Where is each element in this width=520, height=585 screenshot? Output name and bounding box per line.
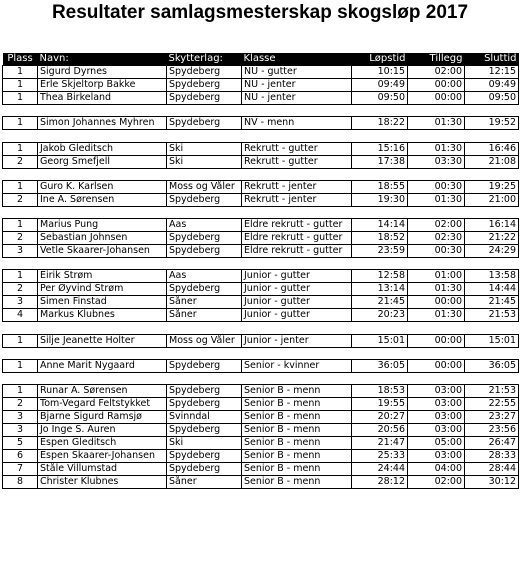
- cell-lopstid: 09:49: [352, 79, 408, 92]
- table-row: [3, 359, 519, 372]
- cell-skytterlag: Aas: [167, 219, 242, 232]
- cell-klasse: Junior - gutter: [242, 296, 352, 309]
- cell-skytterlag: Svinndal: [167, 411, 242, 424]
- cell-tillegg: 03:00: [408, 398, 465, 411]
- cell-sluttid: 21:53: [465, 385, 519, 398]
- table-row: [3, 334, 519, 347]
- cell-klasse: Junior - gutter: [242, 270, 352, 283]
- cell-sluttid: 21:00: [465, 193, 519, 206]
- spacer-cell: [3, 206, 519, 218]
- cell-skytterlag: Ski: [167, 437, 242, 450]
- cell-lopstid: 36:05: [352, 359, 408, 372]
- table-row: [3, 66, 519, 79]
- cell-sluttid: 23:27: [465, 411, 519, 424]
- page-title: Resultater samlagsmesterskap skogsløp 2017: [51, 2, 469, 23]
- cell-klasse: Eldre rekrutt - gutter: [242, 219, 352, 232]
- cell-navn: Vetle Skaarer-Johansen: [38, 245, 167, 258]
- cell-tillegg: 00:00: [408, 92, 465, 105]
- cell-sluttid: 22:55: [465, 398, 519, 411]
- cell-skytterlag: Spydeberg: [167, 398, 242, 411]
- cell-lopstid: 14:14: [352, 219, 408, 232]
- cell-navn: Sigurd Dyrnes: [38, 66, 167, 79]
- group-spacer: [3, 322, 519, 334]
- table-row: [3, 424, 519, 437]
- cell-klasse: Senior - kvinner: [242, 359, 352, 372]
- group-spacer: [3, 347, 519, 359]
- cell-navn: Jakob Gleditsch: [38, 142, 167, 155]
- table-row: [3, 309, 519, 322]
- cell-navn: Per Øyvind Strøm: [38, 283, 167, 296]
- cell-sluttid: 26:47: [465, 437, 519, 450]
- table-row: [3, 283, 519, 296]
- table-row: [3, 245, 519, 258]
- cell-sluttid: 19:52: [465, 117, 519, 130]
- cell-tillegg: 03:00: [408, 450, 465, 463]
- cell-skytterlag: Moss og Våler: [167, 334, 242, 347]
- cell-plass: 1: [3, 270, 38, 283]
- cell-navn: Bjarne Sigurd Ramsjø: [38, 411, 167, 424]
- cell-skytterlag: Ski: [167, 142, 242, 155]
- spacer-cell: [3, 372, 519, 384]
- cell-lopstid: 10:15: [352, 66, 408, 79]
- cell-tillegg: 00:30: [408, 180, 465, 193]
- table-row: [3, 270, 519, 283]
- cell-skytterlag: Spydeberg: [167, 117, 242, 130]
- cell-plass: 2: [3, 398, 38, 411]
- cell-tillegg: 01:30: [408, 193, 465, 206]
- cell-navn: Espen Gleditsch: [38, 437, 167, 450]
- cell-navn: Georg Smefjell: [38, 155, 167, 168]
- cell-navn: Silje Jeanette Holter: [38, 334, 167, 347]
- cell-plass: 2: [3, 193, 38, 206]
- spacer-cell: [3, 130, 519, 142]
- table-row: [3, 296, 519, 309]
- cell-lopstid: 21:45: [352, 296, 408, 309]
- cell-sluttid: 28:33: [465, 450, 519, 463]
- cell-sluttid: 21:08: [465, 155, 519, 168]
- cell-navn: Markus Klubnes: [38, 309, 167, 322]
- table-row: [3, 463, 519, 476]
- cell-plass: 1: [3, 117, 38, 130]
- spacer-cell: [3, 105, 519, 117]
- cell-lopstid: 15:16: [352, 142, 408, 155]
- cell-klasse: Rekrutt - gutter: [242, 155, 352, 168]
- spacer-cell: [3, 258, 519, 270]
- cell-plass: 1: [3, 66, 38, 79]
- cell-navn: Marius Pung: [38, 219, 167, 232]
- cell-sluttid: 30:12: [465, 476, 519, 489]
- table-row: [3, 398, 519, 411]
- cell-skytterlag: Spydeberg: [167, 424, 242, 437]
- cell-sluttid: 21:22: [465, 232, 519, 245]
- table-row: [3, 411, 519, 424]
- table-header-row: [3, 53, 519, 66]
- cell-tillegg: 02:00: [408, 219, 465, 232]
- cell-navn: Erle Skjeltorp Bakke: [38, 79, 167, 92]
- table-row: [3, 476, 519, 489]
- cell-skytterlag: Spydeberg: [167, 283, 242, 296]
- cell-plass: 1: [3, 334, 38, 347]
- cell-skytterlag: Aas: [167, 270, 242, 283]
- table-row: [3, 92, 519, 105]
- cell-klasse: Senior B - menn: [242, 424, 352, 437]
- cell-sluttid: 14:44: [465, 283, 519, 296]
- cell-skytterlag: Spydeberg: [167, 385, 242, 398]
- cell-tillegg: 00:00: [408, 79, 465, 92]
- cell-plass: 1: [3, 142, 38, 155]
- cell-sluttid: 21:45: [465, 296, 519, 309]
- cell-lopstid: 12:58: [352, 270, 408, 283]
- cell-plass: 8: [3, 476, 38, 489]
- cell-skytterlag: Spydeberg: [167, 92, 242, 105]
- results-body: [3, 66, 519, 489]
- cell-klasse: Senior B - menn: [242, 437, 352, 450]
- cell-plass: 3: [3, 245, 38, 258]
- cell-klasse: Rekrutt - gutter: [242, 142, 352, 155]
- cell-lopstid: 13:14: [352, 283, 408, 296]
- group-spacer: [3, 168, 519, 180]
- cell-navn: Espen Skaarer-Johansen: [38, 450, 167, 463]
- cell-klasse: Senior B - menn: [242, 398, 352, 411]
- cell-lopstid: 18:22: [352, 117, 408, 130]
- cell-tillegg: 02:00: [408, 66, 465, 79]
- table-row: [3, 450, 519, 463]
- cell-navn: Jo Inge S. Auren: [38, 424, 167, 437]
- cell-lopstid: 20:56: [352, 424, 408, 437]
- cell-plass: 2: [3, 232, 38, 245]
- cell-klasse: NU - jenter: [242, 92, 352, 105]
- cell-klasse: Senior B - menn: [242, 385, 352, 398]
- cell-skytterlag: Såner: [167, 296, 242, 309]
- cell-tillegg: 01:30: [408, 309, 465, 322]
- cell-klasse: Senior B - menn: [242, 476, 352, 489]
- cell-tillegg: 03:30: [408, 155, 465, 168]
- cell-skytterlag: Moss og Våler: [167, 180, 242, 193]
- cell-skytterlag: Spydeberg: [167, 359, 242, 372]
- cell-klasse: Rekrutt - jenter: [242, 180, 352, 193]
- cell-navn: Christer Klubnes: [38, 476, 167, 489]
- cell-skytterlag: Ski: [167, 155, 242, 168]
- cell-tillegg: 00:00: [408, 359, 465, 372]
- cell-lopstid: 18:52: [352, 232, 408, 245]
- cell-tillegg: 03:00: [408, 385, 465, 398]
- cell-plass: 1: [3, 385, 38, 398]
- cell-klasse: Senior B - menn: [242, 411, 352, 424]
- cell-sluttid: 23:56: [465, 424, 519, 437]
- cell-skytterlag: Spydeberg: [167, 232, 242, 245]
- cell-plass: 7: [3, 463, 38, 476]
- header-plass: Plass: [3, 53, 38, 66]
- cell-lopstid: 19:55: [352, 398, 408, 411]
- cell-sluttid: 24:29: [465, 245, 519, 258]
- cell-sluttid: 13:58: [465, 270, 519, 283]
- cell-tillegg: 02:00: [408, 476, 465, 489]
- cell-sluttid: 19:25: [465, 180, 519, 193]
- cell-klasse: NU - gutter: [242, 66, 352, 79]
- header-navn: Navn:: [38, 53, 167, 66]
- cell-navn: Simen Finstad: [38, 296, 167, 309]
- cell-navn: Ståle Villumstad: [38, 463, 167, 476]
- cell-tillegg: 00:00: [408, 334, 465, 347]
- cell-skytterlag: Spydeberg: [167, 66, 242, 79]
- cell-sluttid: 16:14: [465, 219, 519, 232]
- cell-lopstid: 15:01: [352, 334, 408, 347]
- cell-tillegg: 04:00: [408, 463, 465, 476]
- cell-plass: 1: [3, 359, 38, 372]
- cell-navn: Thea Birkeland: [38, 92, 167, 105]
- header-klasse: Klasse: [242, 53, 352, 66]
- header-tillegg: Tillegg: [408, 53, 465, 66]
- cell-plass: 5: [3, 437, 38, 450]
- cell-klasse: Junior - gutter: [242, 309, 352, 322]
- cell-lopstid: 20:27: [352, 411, 408, 424]
- cell-skytterlag: Spydeberg: [167, 79, 242, 92]
- cell-lopstid: 25:33: [352, 450, 408, 463]
- header-sluttid: Sluttid: [465, 53, 519, 66]
- cell-skytterlag: Såner: [167, 476, 242, 489]
- group-spacer: [3, 258, 519, 270]
- header-lopstid: Løpstid: [352, 53, 408, 66]
- cell-skytterlag: Spydeberg: [167, 245, 242, 258]
- cell-klasse: NU - jenter: [242, 79, 352, 92]
- group-spacer: [3, 130, 519, 142]
- cell-klasse: Junior - gutter: [242, 283, 352, 296]
- table-row: [3, 437, 519, 450]
- cell-navn: Simon Johannes Myhren: [38, 117, 167, 130]
- cell-lopstid: 18:55: [352, 180, 408, 193]
- table-row: [3, 193, 519, 206]
- table-row: [3, 117, 519, 130]
- table-row: [3, 232, 519, 245]
- group-spacer: [3, 206, 519, 218]
- cell-lopstid: 23:59: [352, 245, 408, 258]
- cell-plass: 6: [3, 450, 38, 463]
- cell-navn: Guro K. Karlsen: [38, 180, 167, 193]
- cell-plass: 2: [3, 155, 38, 168]
- cell-skytterlag: Spydeberg: [167, 193, 242, 206]
- cell-tillegg: 03:00: [408, 424, 465, 437]
- table-row: [3, 219, 519, 232]
- table-row: [3, 180, 519, 193]
- cell-sluttid: 21:53: [465, 309, 519, 322]
- cell-plass: 3: [3, 296, 38, 309]
- cell-plass: 4: [3, 309, 38, 322]
- spacer-cell: [3, 347, 519, 359]
- cell-klasse: Senior B - menn: [242, 463, 352, 476]
- cell-sluttid: 28:44: [465, 463, 519, 476]
- cell-sluttid: 12:15: [465, 66, 519, 79]
- cell-plass: 2: [3, 283, 38, 296]
- table-row: [3, 155, 519, 168]
- cell-lopstid: 24:44: [352, 463, 408, 476]
- cell-lopstid: 20:23: [352, 309, 408, 322]
- cell-klasse: Senior B - menn: [242, 450, 352, 463]
- cell-sluttid: 15:01: [465, 334, 519, 347]
- cell-plass: 3: [3, 424, 38, 437]
- results-table: [2, 53, 519, 489]
- cell-navn: Anne Marit Nygaard: [38, 359, 167, 372]
- cell-sluttid: 09:49: [465, 79, 519, 92]
- cell-tillegg: 01:30: [408, 142, 465, 155]
- cell-skytterlag: Spydeberg: [167, 463, 242, 476]
- cell-klasse: Eldre rekrutt - gutter: [242, 245, 352, 258]
- cell-lopstid: 19:30: [352, 193, 408, 206]
- cell-sluttid: 16:46: [465, 142, 519, 155]
- group-spacer: [3, 105, 519, 117]
- cell-tillegg: 01:00: [408, 270, 465, 283]
- cell-tillegg: 00:30: [408, 245, 465, 258]
- cell-navn: Runar A. Sørensen: [38, 385, 167, 398]
- cell-plass: 1: [3, 79, 38, 92]
- cell-plass: 1: [3, 180, 38, 193]
- cell-tillegg: 01:30: [408, 283, 465, 296]
- cell-lopstid: 17:38: [352, 155, 408, 168]
- cell-lopstid: 09:50: [352, 92, 408, 105]
- cell-klasse: NV - menn: [242, 117, 352, 130]
- cell-tillegg: 02:30: [408, 232, 465, 245]
- cell-tillegg: 01:30: [408, 117, 465, 130]
- cell-plass: 1: [3, 92, 38, 105]
- spacer-cell: [3, 322, 519, 334]
- cell-skytterlag: Såner: [167, 309, 242, 322]
- cell-lopstid: 28:12: [352, 476, 408, 489]
- cell-lopstid: 18:53: [352, 385, 408, 398]
- cell-navn: Eirik Strøm: [38, 270, 167, 283]
- cell-klasse: Rekrutt - jenter: [242, 193, 352, 206]
- cell-plass: 3: [3, 411, 38, 424]
- cell-plass: 1: [3, 219, 38, 232]
- group-spacer: [3, 372, 519, 384]
- cell-tillegg: 00:00: [408, 296, 465, 309]
- cell-navn: Tom-Vegard Feltstykket: [38, 398, 167, 411]
- cell-sluttid: 09:50: [465, 92, 519, 105]
- cell-klasse: Eldre rekrutt - gutter: [242, 232, 352, 245]
- table-row: [3, 142, 519, 155]
- cell-tillegg: 05:00: [408, 437, 465, 450]
- cell-skytterlag: Spydeberg: [167, 450, 242, 463]
- cell-lopstid: 21:47: [352, 437, 408, 450]
- cell-sluttid: 36:05: [465, 359, 519, 372]
- cell-tillegg: 03:00: [408, 411, 465, 424]
- cell-navn: Sebastian Johnsen: [38, 232, 167, 245]
- spacer-cell: [3, 168, 519, 180]
- table-row: [3, 79, 519, 92]
- header-skytterlag: Skytterlag:: [167, 53, 242, 66]
- table-row: [3, 385, 519, 398]
- cell-navn: Ine A. Sørensen: [38, 193, 167, 206]
- cell-klasse: Junior - jenter: [242, 334, 352, 347]
